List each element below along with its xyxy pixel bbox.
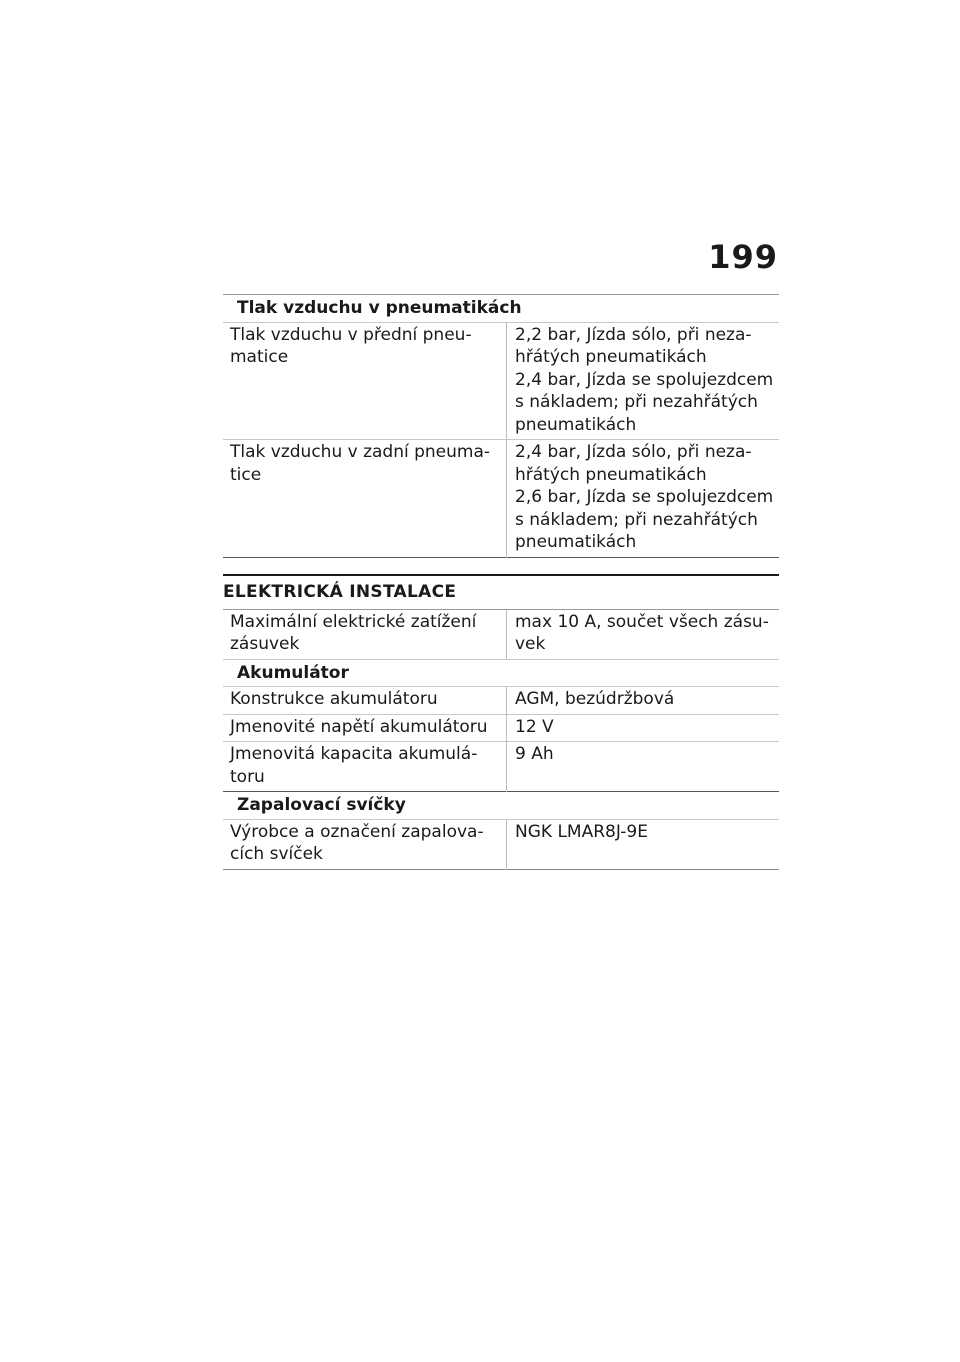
- spark-plug-value: NGK LMAR8J-9E: [507, 819, 780, 869]
- spec-content: [223, 294, 779, 870]
- tire-pressure-heading: Tlak vzduchu v pneumatikách: [223, 295, 779, 323]
- front-tire-value: 2,2 bar, Jízda sólo, při neza- hřátých pneumatikách 2,4 bar, Jízda se spolujezdcem s nákladem; při nezahřátých pneumatikách: [507, 322, 780, 440]
- battery-heading: Akumulátor: [223, 659, 779, 687]
- table-row: [223, 742, 779, 792]
- tire-pressure-table: [223, 294, 779, 558]
- socket-load-value: max 10 A, součet všech zásu- vek: [507, 609, 780, 659]
- table-row: [223, 322, 779, 440]
- electrical-table: [223, 609, 779, 870]
- battery-voltage-value: 12 V: [507, 714, 780, 742]
- battery-type-label: Konstrukce akumulátoru: [223, 687, 507, 715]
- table-row: [223, 687, 779, 715]
- section-title-electrical: ELEKTRICKÁ INSTALACE: [223, 574, 779, 609]
- table-row: [223, 714, 779, 742]
- battery-capacity-label: Jmenovitá kapacita akumulá- toru: [223, 742, 507, 792]
- battery-voltage-label: Jmenovité napětí akumulátoru: [223, 714, 507, 742]
- spark-plug-label: Výrobce a označení zapalova- cích svíček: [223, 819, 507, 869]
- spark-plugs-heading: Zapalovací svíčky: [223, 792, 779, 820]
- front-tire-label: Tlak vzduchu v přední pneu- matice: [223, 322, 507, 440]
- battery-capacity-value: 9 Ah: [507, 742, 780, 792]
- table-row: [223, 609, 779, 659]
- table-row: [223, 819, 779, 869]
- socket-load-label: Maximální elektrické zatížení zásuvek: [223, 609, 507, 659]
- table-row: [223, 440, 779, 558]
- rear-tire-value: 2,4 bar, Jízda sólo, při neza- hřátých pneumatikách 2,6 bar, Jízda se spolujezdcem s nákladem; při nezahřátých pneumatikách: [507, 440, 780, 558]
- page-number: 199: [708, 238, 778, 276]
- rear-tire-label: Tlak vzduchu v zadní pneuma- tice: [223, 440, 507, 558]
- battery-type-value: AGM, bezúdržbová: [507, 687, 780, 715]
